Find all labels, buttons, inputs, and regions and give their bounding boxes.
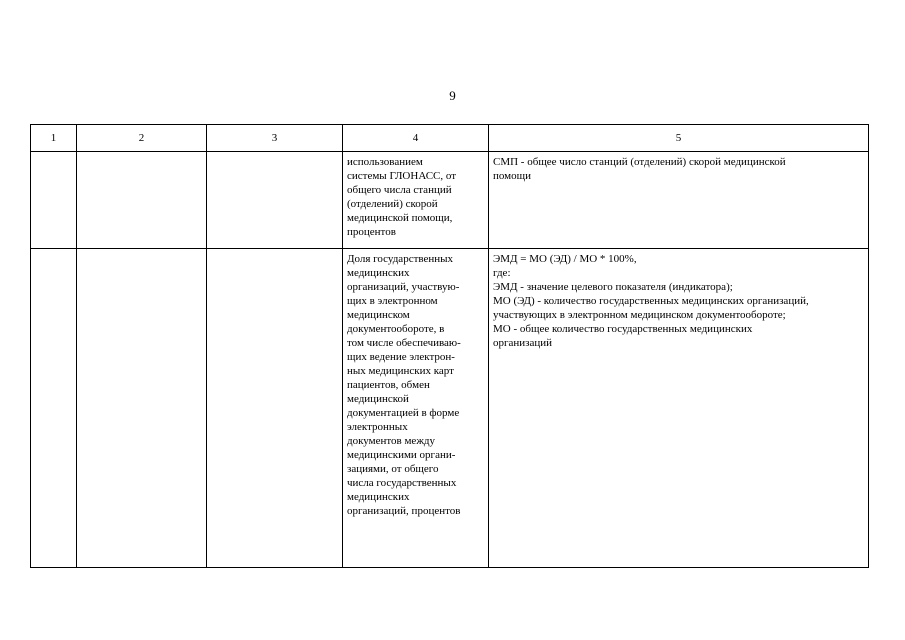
row1-formula-text [489, 152, 868, 186]
page-number: 9 [449, 88, 456, 103]
text-line: МО - общее количество государственных медицинских [493, 323, 753, 335]
table-row [31, 152, 869, 249]
header-col-3: 3 [207, 125, 343, 152]
text-line: медицинской помощи, [347, 212, 453, 224]
text-line: зациями, от общего [347, 463, 439, 475]
row1-col3 [207, 152, 343, 249]
text-line: участвующих в электронном медицинском документообороте; [493, 309, 786, 321]
text-line: щих в электронном [347, 295, 438, 307]
text-line: СМП - общее число станций (отделений) скорой медицинской [493, 156, 786, 168]
text-line: организаций [493, 337, 553, 349]
row2-col1 [31, 249, 77, 568]
indicator-table [30, 124, 869, 568]
text-line: медицинской [347, 393, 409, 405]
text-line: общего числа станций [347, 184, 452, 196]
row1-col2 [77, 152, 207, 249]
text-line: процентов [347, 226, 396, 238]
text-line: использованием [347, 156, 423, 168]
text-line: пациентов, обмен [347, 379, 430, 391]
text-line: Доля государственных [347, 253, 454, 265]
header-col-5: 5 [489, 125, 869, 152]
text-line: документообороте, в [347, 323, 445, 335]
table-header-row [31, 125, 869, 152]
table-row [31, 249, 869, 568]
row1-indicator-name [343, 152, 489, 249]
header-col-2: 2 [77, 125, 207, 152]
text-line: электронных [347, 421, 408, 433]
row1-indicator-text [343, 152, 488, 242]
header-col-1: 1 [31, 125, 77, 152]
text-line: том числе обеспечиваю- [347, 337, 461, 349]
text-line: медицинском [347, 309, 410, 321]
text-line: медицинских [347, 491, 410, 503]
text-line: медицинскими органи- [347, 449, 456, 461]
text-line: где: [493, 267, 511, 279]
text-line: документацией в форме [347, 407, 460, 419]
row2-col3 [207, 249, 343, 568]
row2-indicator-text [343, 249, 488, 521]
text-line: организаций, процентов [347, 505, 461, 517]
text-line: медицинских [347, 267, 410, 279]
text-line: ЭМД - значение целевого показателя (индикатора); [493, 281, 733, 293]
text-line: ных медицинских карт [347, 365, 454, 377]
text-line: документов между [347, 435, 436, 447]
text-line: МО (ЭД) - количество государственных медицинских организаций, [493, 295, 809, 307]
text-line: щих ведение электрон- [347, 351, 455, 363]
row2-formula-text [489, 249, 868, 353]
text-line: системы ГЛОНАСС, от [347, 170, 457, 182]
text-line: помощи [493, 170, 531, 182]
row2-col2 [77, 249, 207, 568]
row2-indicator-name [343, 249, 489, 568]
text-line: организаций, участвую- [347, 281, 460, 293]
row1-formula [489, 152, 869, 249]
row1-col1 [31, 152, 77, 249]
row2-formula [489, 249, 869, 568]
text-line: числа государственных [347, 477, 457, 489]
text-line: ЭМД = МО (ЭД) / МО * 100%, [493, 253, 637, 265]
text-line: (отделений) скорой [347, 198, 438, 210]
header-col-4: 4 [343, 125, 489, 152]
